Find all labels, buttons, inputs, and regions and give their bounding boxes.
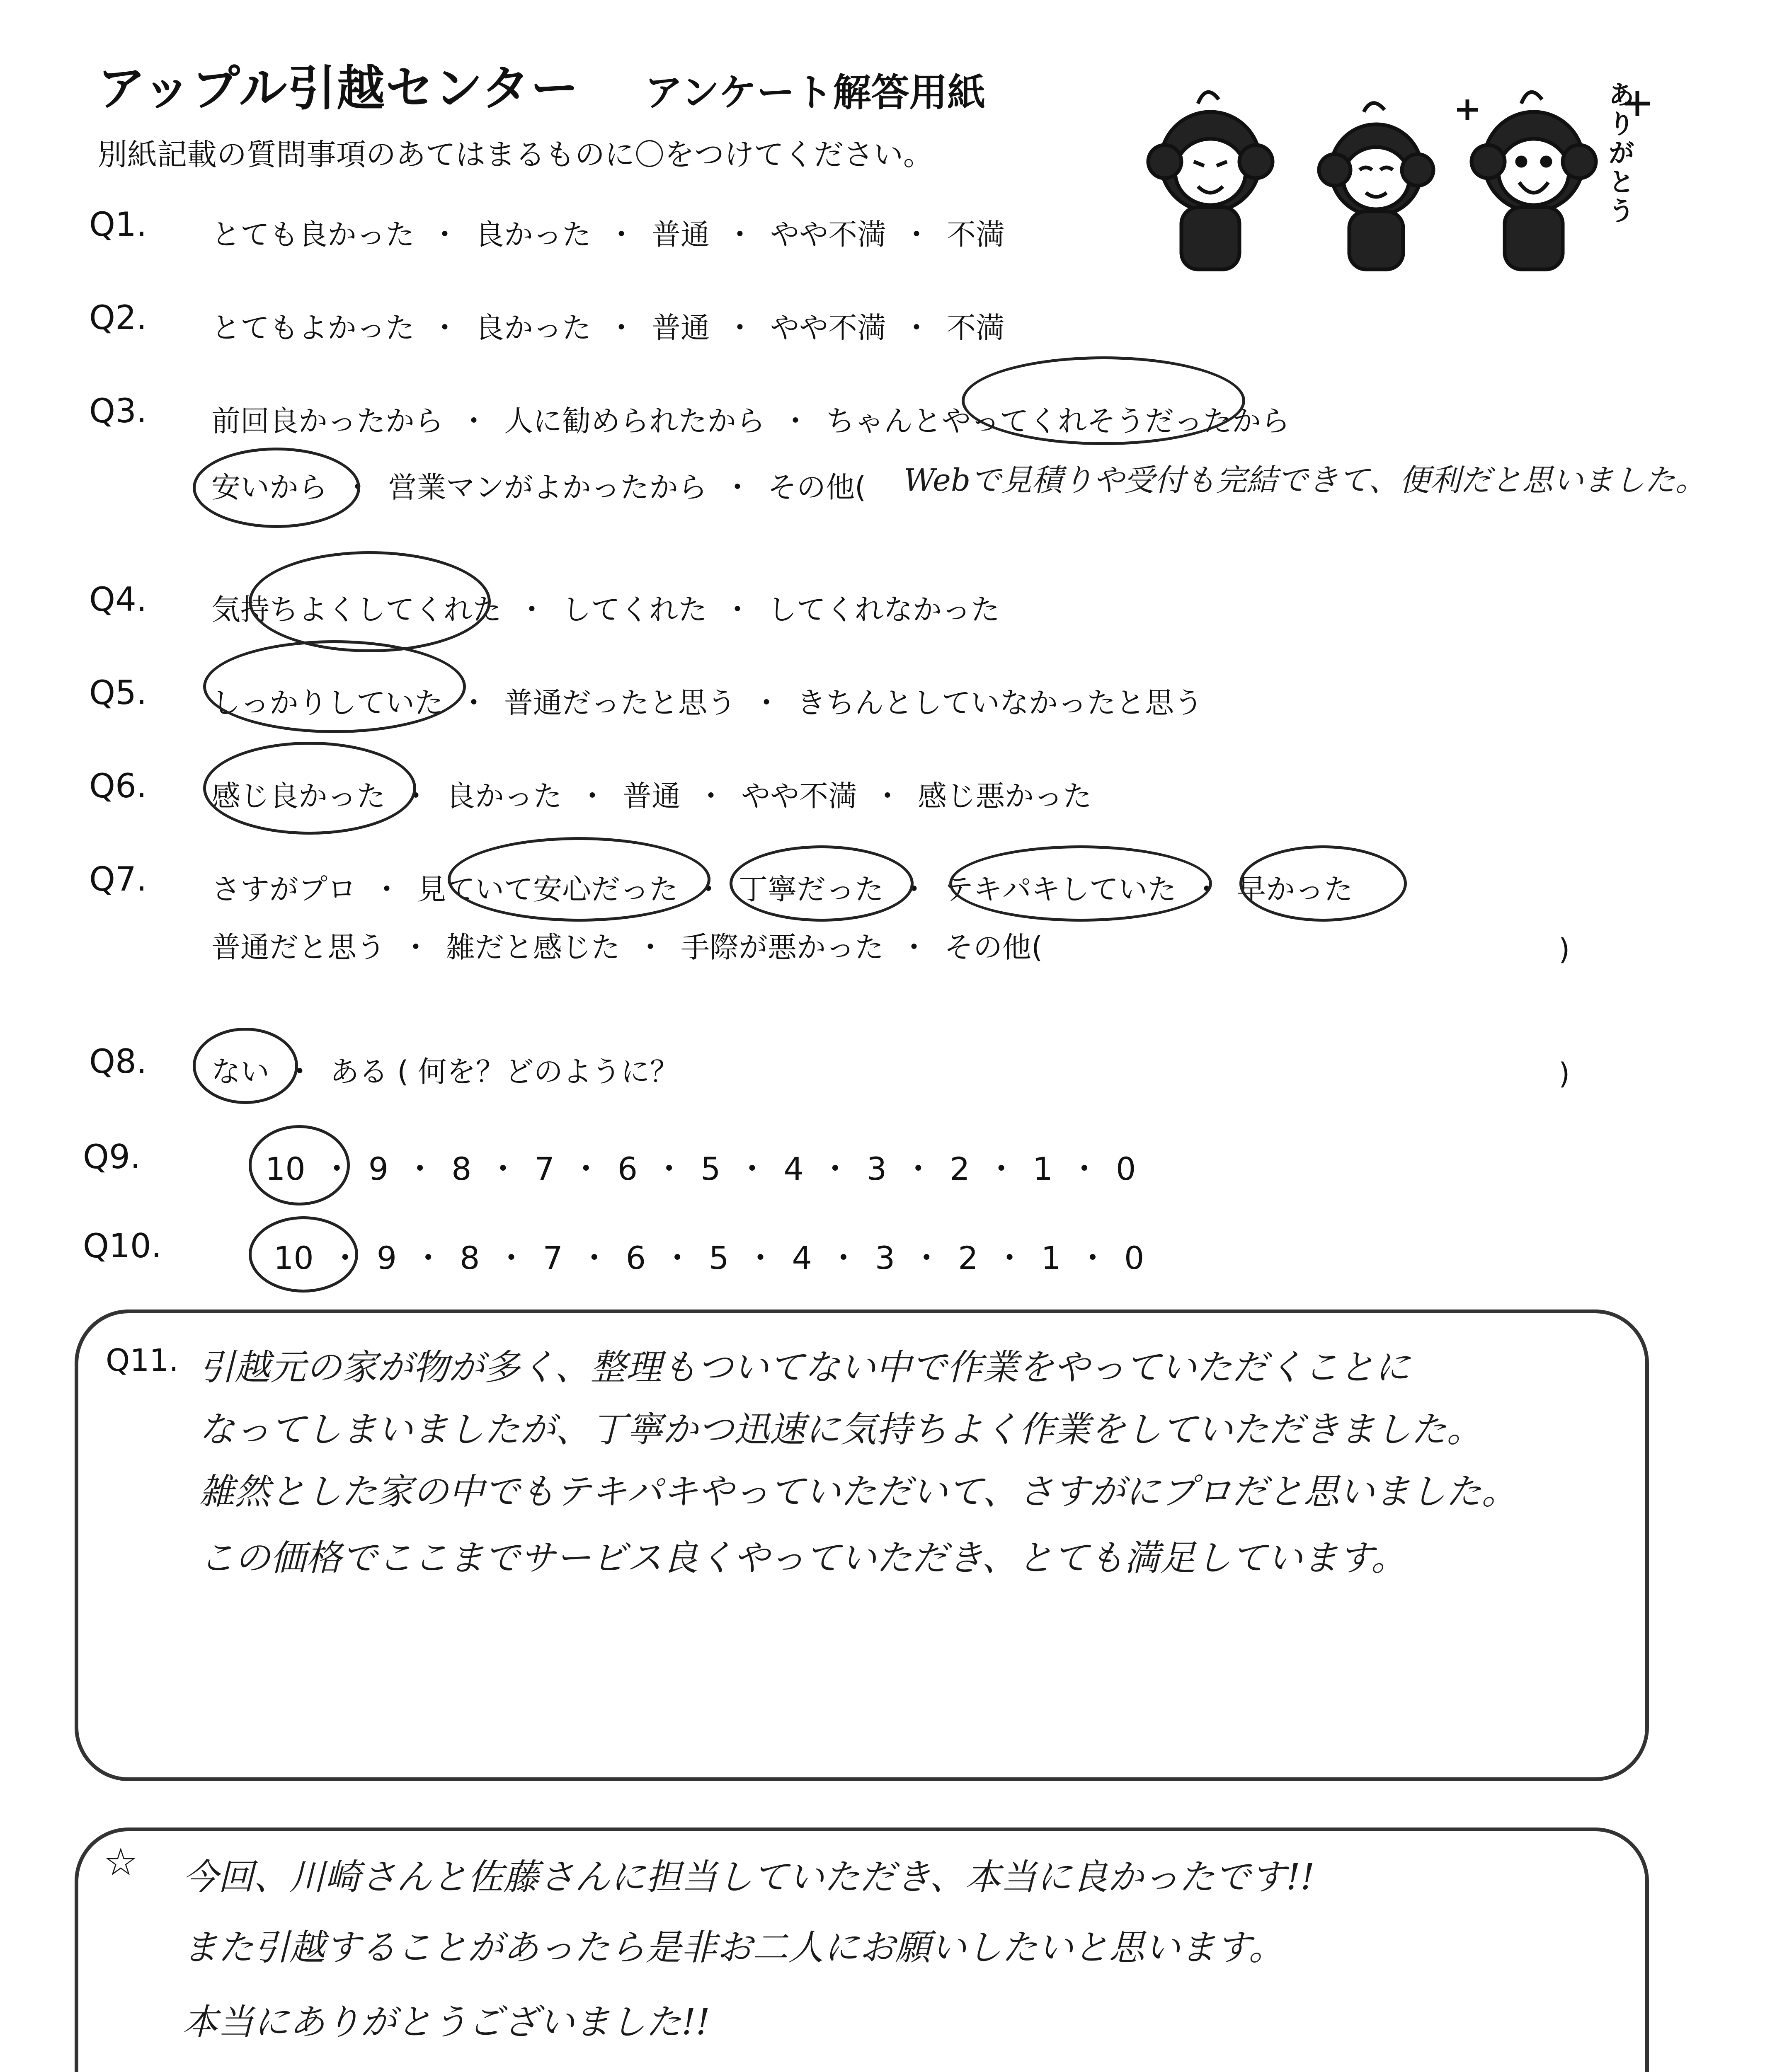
- q8-close-paren: ): [1559, 1057, 1570, 1091]
- option[interactable]: やや不満: [770, 218, 886, 252]
- scale-option[interactable]: 4: [783, 1150, 804, 1187]
- option[interactable]: 不満: [947, 311, 1005, 345]
- option[interactable]: しっかりしていた: [211, 686, 444, 720]
- scale-option[interactable]: 6: [617, 1150, 638, 1187]
- q7-close-paren: ): [1559, 932, 1570, 966]
- q7-options-line1: さすがプロ ・ 見ていて安心だった ・ 丁寧だった ・ テキパキしていた ・ 早かった: [211, 872, 1353, 906]
- scale-option[interactable]: 9: [376, 1239, 397, 1276]
- option[interactable]: 前回良かったから: [211, 404, 444, 438]
- instruction-text: 別紙記載の質問事項のあてはまるものに〇をつけてください。: [97, 137, 933, 172]
- option[interactable]: 普通だったと思う: [504, 686, 736, 720]
- scale-option[interactable]: 5: [709, 1239, 729, 1276]
- option[interactable]: 早かった: [1237, 872, 1353, 906]
- scale-option[interactable]: 6: [626, 1239, 646, 1276]
- q8-options: ない ・ ある ( 何を？どのように？: [211, 1055, 679, 1089]
- option[interactable]: とてもよかった: [211, 311, 415, 345]
- option[interactable]: 営業マンがよかったから: [388, 470, 707, 504]
- form-subtitle: アンケート解答用紙: [645, 70, 986, 115]
- q2-options: とてもよかった ・ 良かった ・ 普通 ・ やや不満 ・ 不満: [211, 311, 1005, 345]
- star-icon: ☆: [104, 1840, 138, 1884]
- scale-option[interactable]: 0: [1124, 1239, 1144, 1276]
- option[interactable]: 普通: [623, 779, 681, 813]
- option[interactable]: 人に勧められたから: [504, 404, 765, 438]
- answer-circle: [962, 356, 1245, 445]
- thanks-badge: ありがとう: [1604, 81, 1634, 226]
- q3-other-handwriting: Webで見積りや受付も完結できて、便利だと思いました。: [904, 462, 1706, 498]
- answer-circle: [203, 640, 466, 733]
- option[interactable]: 手際が悪かった: [681, 930, 884, 964]
- q4-options: 気持ちよくしてくれた ・ してくれた ・ してくれなかった: [211, 593, 1000, 627]
- question-label: Q9.: [83, 1138, 141, 1176]
- q6-options: 感じ良かった ・ 良かった ・ 普通 ・ やや不満 ・ 感じ悪かった: [211, 779, 1092, 813]
- q11-label: Q11.: [106, 1343, 179, 1378]
- answer-circle: [249, 1216, 358, 1293]
- answer-circle: [949, 845, 1212, 922]
- scale-option[interactable]: 3: [875, 1239, 895, 1276]
- option[interactable]: 普通: [652, 218, 710, 252]
- question-label: Q5.: [89, 673, 147, 712]
- scale-option[interactable]: 8: [460, 1239, 480, 1276]
- scale-option[interactable]: 9: [368, 1150, 389, 1187]
- question-label: Q8.: [89, 1042, 147, 1081]
- option[interactable]: 気持ちよくしてくれた: [211, 593, 502, 627]
- option[interactable]: 見ていて安心だった: [417, 872, 678, 906]
- option[interactable]: 良かった: [475, 311, 591, 345]
- option[interactable]: 雑だと感じた: [446, 930, 620, 964]
- question-label: Q4.: [89, 580, 147, 619]
- option[interactable]: 安いから: [211, 470, 327, 504]
- monkey-mascot-illustration: [1103, 75, 1654, 282]
- scale-option[interactable]: 2: [950, 1150, 970, 1187]
- q3-options-line2: 安いから ・ 営業マンがよかったから ・ その他(: [211, 470, 866, 504]
- scale-option[interactable]: 1: [1041, 1239, 1061, 1276]
- question-label: Q10.: [83, 1227, 162, 1265]
- question-label: Q2.: [89, 298, 147, 337]
- message-handwriting-line: 今回、川崎さんと佐藤さんに担当していただき、本当に良かったです!!: [182, 1857, 1315, 1898]
- answer-circle: [249, 1125, 350, 1205]
- question-label: Q1.: [89, 205, 147, 244]
- scale-option[interactable]: 8: [451, 1150, 472, 1187]
- scale-option[interactable]: 10: [265, 1150, 305, 1187]
- option[interactable]: その他(: [768, 470, 866, 504]
- q9-scale: 10 ・ 9 ・ 8 ・ 7 ・ 6 ・ 5 ・ 4 ・ 3 ・ 2 ・ 1 ・ 0: [265, 1150, 1136, 1187]
- option[interactable]: 丁寧だった: [739, 872, 884, 906]
- answer-circle: [193, 448, 360, 528]
- option[interactable]: ある ( 何を？どのように？: [330, 1055, 679, 1089]
- option[interactable]: 普通だと思う: [211, 930, 385, 964]
- option[interactable]: 感じ良かった: [211, 779, 385, 813]
- q1-options: とても良かった ・ 良かった ・ 普通 ・ やや不満 ・ 不満: [211, 218, 1005, 252]
- q11-handwriting-line: この価格でここまでサービス良くやっていただき、とても満足しています。: [199, 1537, 1407, 1579]
- scale-option[interactable]: 7: [534, 1150, 555, 1187]
- option[interactable]: 普通: [652, 311, 710, 345]
- option[interactable]: ない: [211, 1055, 269, 1089]
- option[interactable]: 良かった: [446, 779, 562, 813]
- scale-option[interactable]: 7: [543, 1239, 563, 1276]
- option[interactable]: してくれなかった: [768, 593, 1000, 627]
- option[interactable]: してくれた: [562, 593, 707, 627]
- scale-option[interactable]: 2: [958, 1239, 978, 1276]
- option[interactable]: 不満: [947, 218, 1005, 252]
- option[interactable]: やや不満: [770, 311, 886, 345]
- q11-handwriting-line: なってしまいましたが、丁寧かつ迅速に気持ちよく作業をしていただきました。: [199, 1409, 1482, 1450]
- option[interactable]: 感じ悪かった: [918, 779, 1092, 813]
- answer-circle: [448, 837, 710, 922]
- scale-option[interactable]: 1: [1033, 1150, 1053, 1187]
- q11-handwriting-line: 引越元の家が物が多く、整理もついてない中で作業をやっていただくことに: [199, 1347, 1411, 1388]
- answer-circle: [203, 742, 416, 835]
- scale-option[interactable]: 5: [701, 1150, 721, 1187]
- option[interactable]: テキパキしていた: [944, 872, 1176, 906]
- option[interactable]: さすがプロ: [211, 872, 356, 906]
- answer-circle: [193, 1028, 298, 1104]
- q10-scale: 10 ・ 9 ・ 8 ・ 7 ・ 6 ・ 5 ・ 4 ・ 3 ・ 2 ・ 1 ・ 0: [274, 1239, 1144, 1276]
- message-handwriting-line: また引越することがあったら是非お二人にお願いしたいと思います。: [182, 1927, 1285, 1968]
- company-title: アップル引越センター: [97, 61, 579, 116]
- option[interactable]: 良かった: [475, 218, 591, 252]
- scale-option[interactable]: 0: [1115, 1150, 1136, 1187]
- option[interactable]: きちんとしていなかったと思う: [797, 686, 1203, 720]
- question-label: Q3.: [89, 392, 147, 430]
- answer-circle: [249, 551, 491, 652]
- q11-handwriting-line: 雑然とした家の中でもテキパキやっていただいて、さすがにプロだと思いました。: [199, 1471, 1518, 1513]
- message-handwriting-line: 本当にありがとうございました!!: [182, 2002, 710, 2043]
- scale-option[interactable]: 3: [866, 1150, 887, 1187]
- question-label: Q7.: [89, 860, 147, 898]
- q5-options: しっかりしていた ・ 普通だったと思う ・ きちんとしていなかったと思う: [211, 686, 1203, 720]
- q7-options-line2: 普通だと思う ・ 雑だと感じた ・ 手際が悪かった ・ その他(: [211, 930, 1043, 964]
- scale-option[interactable]: 10: [274, 1239, 314, 1276]
- question-label: Q6.: [89, 767, 147, 805]
- answer-circle: [730, 845, 914, 922]
- option[interactable]: やや不満: [741, 779, 857, 813]
- option[interactable]: とても良かった: [211, 218, 415, 252]
- option[interactable]: ちゃんとやってくれそうだったから: [826, 404, 1290, 438]
- answer-circle: [1239, 845, 1407, 922]
- q3-options-line1: 前回良かったから ・ 人に勧められたから ・ ちゃんとやってくれそうだったから: [211, 404, 1290, 438]
- scale-option[interactable]: 4: [792, 1239, 812, 1276]
- option[interactable]: その他(: [944, 930, 1043, 964]
